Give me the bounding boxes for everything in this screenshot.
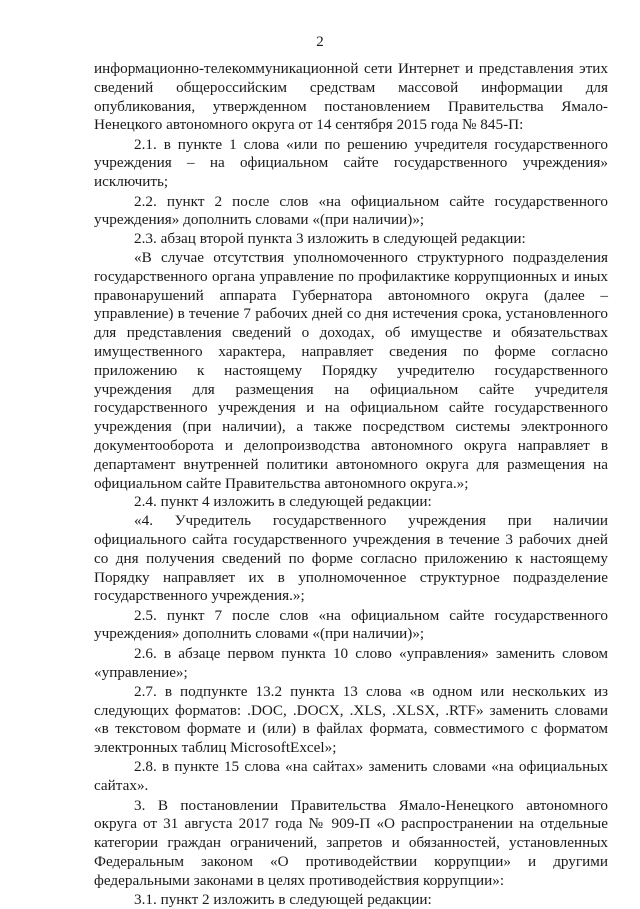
- paragraph-quote-2-4: «4. Учредитель государственного учреждения при наличии официального сайта государственного учреждения в течение 3 рабочих дней со дня получения сведений по форме согласно приложению к настоящему Порядку направляет их в уполномоченное структурное подразделение государственного учреждения.»;: [94, 512, 608, 605]
- paragraph-item-2-6: 2.6. в абзаце первом пункта 10 слово «управления» заменить словом «управление»;: [94, 644, 608, 681]
- paragraph-item-3-1: 3.1. пункт 2 изложить в следующей редакции:: [134, 890, 432, 908]
- page-number: 2: [316, 34, 324, 50]
- paragraph-item-2-3: 2.3. абзац второй пункта 3 изложить в следующей редакции:: [134, 230, 526, 248]
- paragraph-quote-2-3: «В случае отсутствия уполномоченного структурного подразделения государственного органа управление по профилактике коррупционных и иных правонарушений аппарата Губернатора автономного округа (далее – управление) в течение 7 рабочих дней со дня истечения срока, установленного для представления сведений о доходах, об имуществе и обязательствах имущественного характера, направляет сведения по форме согласно приложению к настоящему Порядку учредителю государственного учреждения для размещения на официальном сайте учредителя государственного учреждения и на официальном сайте государственного учреждения (при наличии), а также посредством системы электронного документооборота и делопроизводства автономного округа направляет в департамент внутренней политики автономного округа для размещения на официальном сайте Правительства автономного округа.»;: [94, 248, 608, 492]
- paragraph-item-2-7: 2.7. в подпункте 13.2 пункта 13 слова «в одном или нескольких из следующих форматов: .DOC, .DOCX, .XLS, .XLSX, .RTF» заменить словами «в текстовом формате и (или) в файлах формата, совместимого с форматом электронных таблиц MicrosoftExcel»;: [94, 682, 608, 757]
- paragraph-item-2-8: 2.8. в пункте 15 слова «на сайтах» заменить словами «на официальных сайтах».: [94, 758, 608, 795]
- paragraph-item-2-2: 2.2. пункт 2 после слов «на официальном сайте государственного учреждения» дополнить словами «(при наличии)»;: [94, 192, 608, 229]
- document-body: [94, 60, 608, 909]
- paragraph-item-2-4: 2.4. пункт 4 изложить в следующей редакции:: [134, 493, 432, 511]
- paragraph-continuation: информационно-телекоммуникационной сети Интернет и представления этих сведений общероссийским средствам массовой информации для опубликования, утвержденном постановлением Правительства Ямало-Ненецкого автономного округа от 14 сентября 2015 года № 845-П:: [94, 60, 608, 134]
- paragraph-item-2-5: 2.5. пункт 7 после слов «на официальном сайте государственного учреждения» дополнить словами «(при наличии)»;: [94, 606, 608, 643]
- paragraph-item-2-1: 2.1. в пункте 1 слова «или по решению учредителя государственного учреждения – на официальном сайте государственного учреждения» исключить;: [94, 135, 608, 191]
- paragraph-item-3: 3. В постановлении Правительства Ямало-Ненецкого автономного округа от 31 августа 2017 года № 909-П «О распространении на отдельные категории граждан ограничений, запретов и обязанностей, установленных Федеральным законом «О противодействии коррупции» и другими федеральными законами в целях противодействия коррупции»:: [94, 796, 608, 889]
